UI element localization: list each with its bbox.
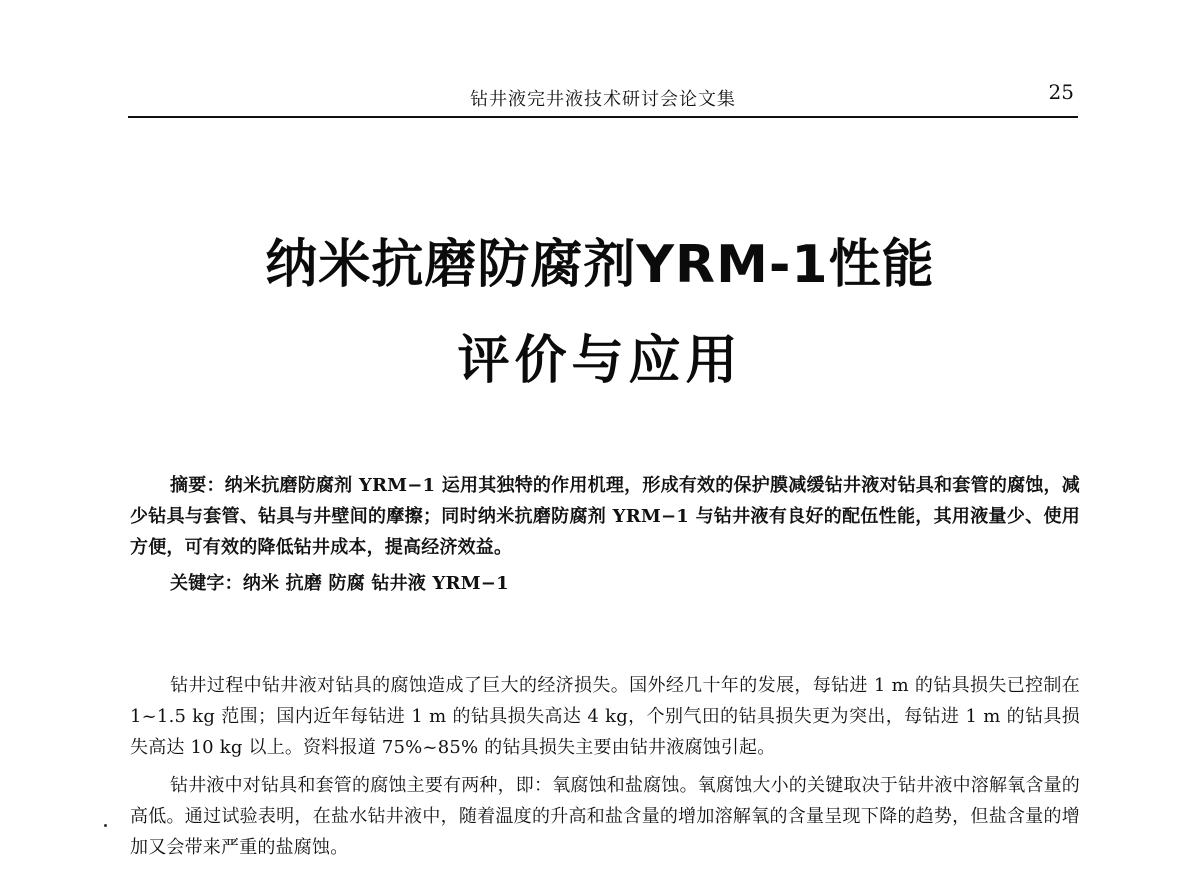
abstract-label: 摘要：: [170, 475, 225, 496]
paper-title-line-2: 评价与应用: [457, 331, 743, 391]
keywords-text: 纳米 抗磨 防腐 钻井液 YRM−1: [242, 573, 509, 594]
body-paragraph: [130, 770, 1080, 863]
paper-title-line-1: 纳米抗磨防腐剂YRM-1性能: [265, 235, 935, 295]
page-number: 25: [1048, 80, 1074, 104]
abstract-text: 纳米抗磨防腐剂 YRM−1 运用其独特的作用机理，形成有效的保护膜减缓钻井液对钻具和套管的腐蚀，减少钻具与套管、钻具与井壁间的摩擦；同时纳米抗磨防腐剂 YRM−1 与钻井液有良好的配伍性能，其用液量少、使用方便，可有效的降低钻井成本，提高经济效益。: [130, 475, 1080, 558]
keywords-label: 关键字：: [170, 573, 243, 594]
body-paragraph: [130, 670, 1080, 763]
body-paragraph-text: 钻井液中对钻具和套管的腐蚀主要有两种，即：氧腐蚀和盐腐蚀。氧腐蚀大小的关键取决于钻井液中溶解氧含量的高低。通过试验表明，在盐水钻井液中，随着温度的升高和盐含量的增加溶解氧的含量呈现下降的趋势，但盐含量的增加又会带来严重的盐腐蚀。: [130, 775, 1080, 858]
journal-title: 钻井液完井液技术研讨会论文集: [470, 89, 736, 110]
scan-artifact-dot: [104, 824, 107, 827]
body-paragraph-text: 钻井过程中钻井液对钻具的腐蚀造成了巨大的经济损失。国外经几十年的发展，每钻进 1 m 的钻具损失已控制在 1~1.5 kg 范围；国内近年每钻进 1 m 的钻具损失高达 4 kg，个别气田的钻具损失更为突出，每钻进 1 m 的钻具损失高达 10 kg 以上。资料报道 75%~85% 的钻具损失主要由钻井液腐蚀引起。: [130, 675, 1080, 758]
running-header: [128, 80, 1078, 118]
abstract: [130, 470, 1080, 563]
keywords: [130, 568, 1080, 599]
